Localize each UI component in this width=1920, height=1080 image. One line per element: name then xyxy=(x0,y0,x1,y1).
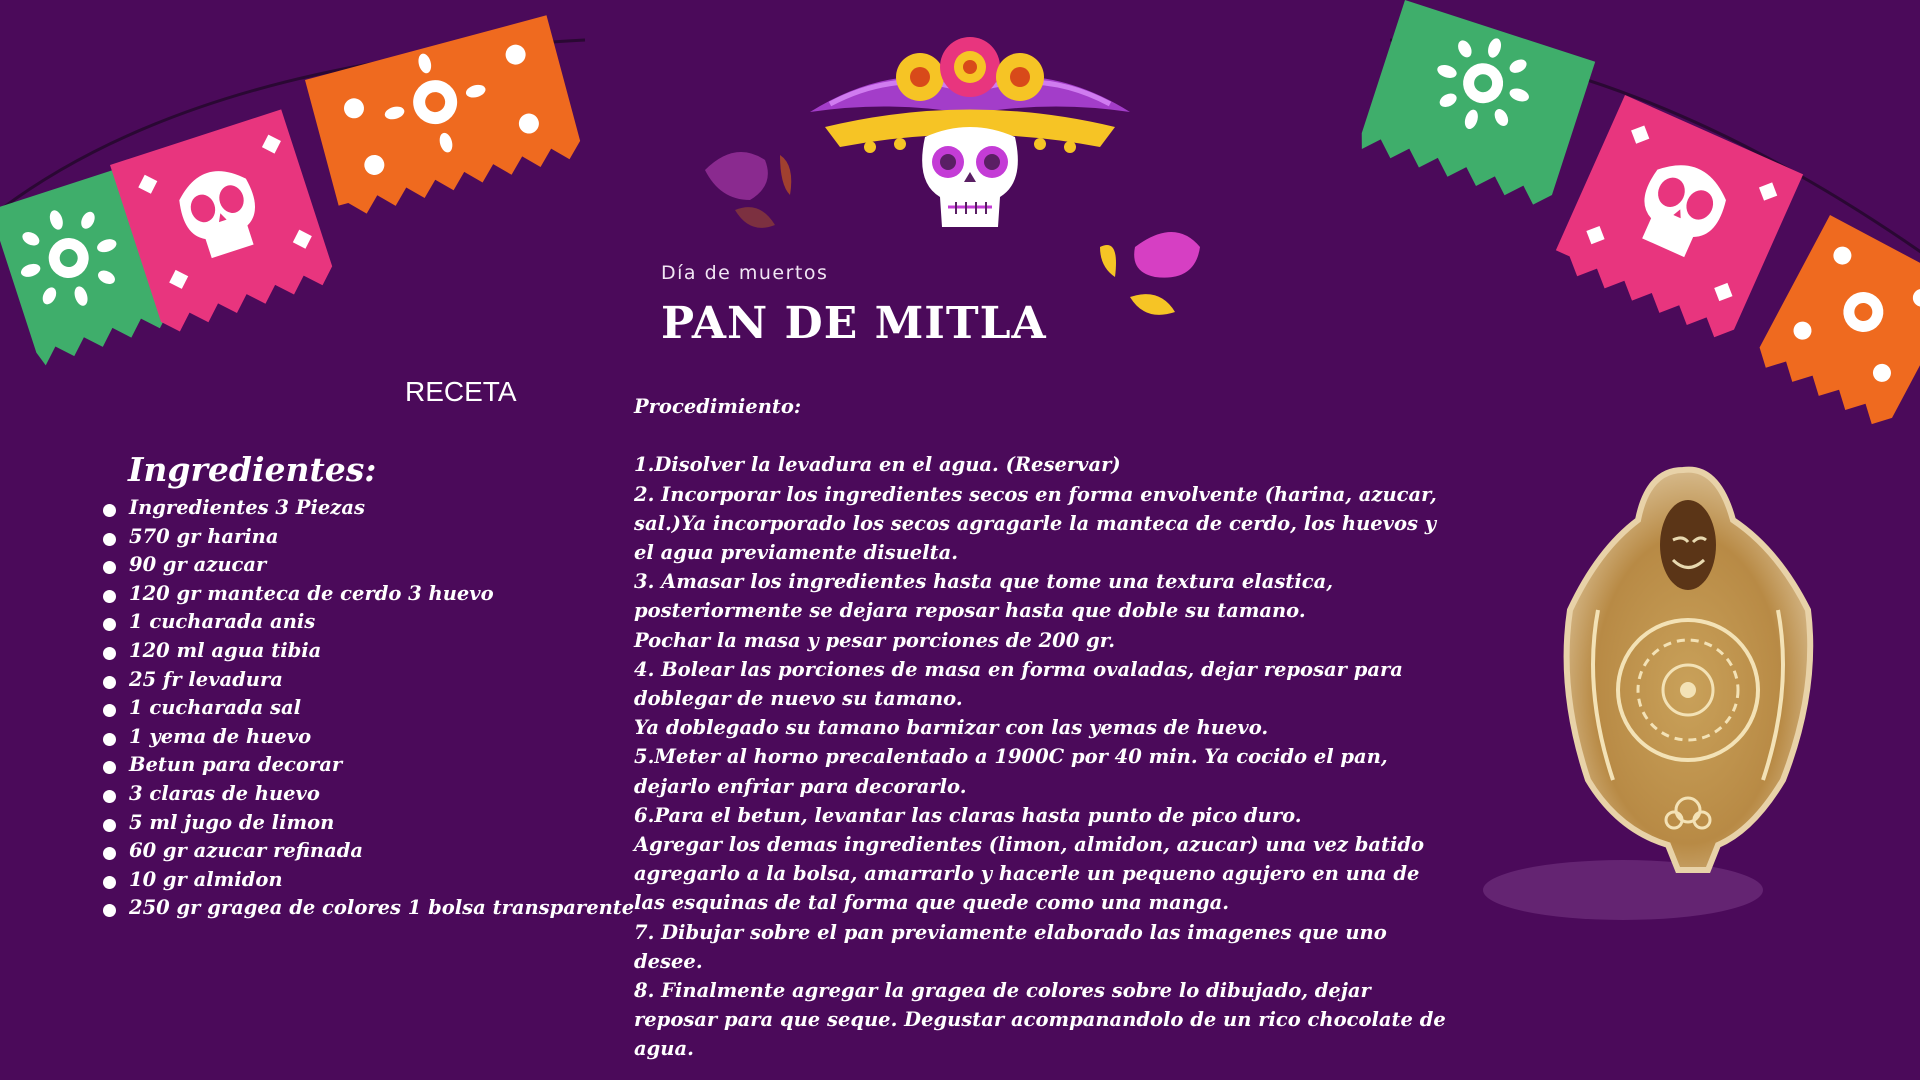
section-label: RECETA xyxy=(405,376,517,407)
catrina-skull-icon xyxy=(800,22,1140,242)
list-item: 120 ml agua tibia xyxy=(102,637,634,666)
procedure-step: 8. Finalmente agregar la gragea de colores sobre lo dibujado, dejar reposar para que seque. Degustar acompanandolo de un rico chocolate de agua. xyxy=(634,979,1446,1061)
list-item: 10 gr almidon xyxy=(102,866,634,895)
procedure-step: Pochar la masa y pesar porciones de 200 gr. xyxy=(634,628,1116,652)
pan-de-mitla-bread-image xyxy=(1478,460,1818,940)
list-item: 3 claras de huevo xyxy=(102,780,634,809)
list-item: 1 cucharada anis xyxy=(102,608,634,637)
list-item: 90 gr azucar xyxy=(102,551,634,580)
procedure-step: 5.Meter al horno precalentado a 1900C por 40 min. Ya cocido el pan, dejarlo enfriar para decorarlo. xyxy=(634,745,1388,798)
papel-picado-left-icon xyxy=(0,0,600,420)
list-item: 60 gr azucar refinada xyxy=(102,837,634,866)
procedure-step: Agregar los demas ingredientes (limon, almidon, azucar) una vez batido agregarlo a la bolsa, amarrarlo y hacerle un pequeno agujero en una de las esquinas de tal forma que quede como una manga. xyxy=(634,833,1425,915)
procedure-step: 2. Incorporar los ingredientes secos en forma envolvente (harina, azucar, sal.)Ya incorporado los secos agragarle la manteca de cerdo, los huevos y el agua previamente disuelta. xyxy=(634,482,1437,564)
procedure-step: Ya doblegado su tamano barnizar con las yemas de huevo. xyxy=(634,716,1269,740)
procedure-step: 1.Disolver la levadura en el agua. (Reservar) xyxy=(634,453,1121,477)
procedure-step: 7. Dibujar sobre el pan previamente elaborado las imagenes que uno desee. xyxy=(634,920,1387,973)
subtitle: Día de muertos xyxy=(661,262,829,284)
procedure-step: 4. Bolear las porciones de masa en forma ovaladas, dejar reposar para doblegar de nuevo su tamano. xyxy=(634,657,1403,711)
list-item: 120 gr manteca de cerdo 3 huevo xyxy=(102,580,634,609)
ingredients-list xyxy=(102,494,634,923)
list-item: 250 gr gragea de colores 1 bolsa transparente xyxy=(102,894,634,923)
procedure-block xyxy=(634,392,1449,1064)
procedure-step: 6.Para el betun, levantar las claras hasta punto de pico duro. xyxy=(634,803,1302,827)
list-item: Betun para decorar xyxy=(102,751,634,780)
list-item: 1 cucharada sal xyxy=(102,694,634,723)
list-item: 1 yema de huevo xyxy=(102,723,634,752)
list-item: Ingredientes 3 Piezas xyxy=(102,494,634,523)
list-item: 25 fr levadura xyxy=(102,666,634,695)
list-item: 5 ml jugo de limon xyxy=(102,809,634,838)
page-title: PAN DE MITLA xyxy=(661,298,1047,349)
procedure-step: 3. Amasar los ingredientes hasta que tome una textura elastica, posteriormente se dejara reposar hasta que doble su tamano. xyxy=(634,570,1334,623)
procedure-heading: Procedimiento: xyxy=(634,395,802,418)
list-item: 570 gr harina xyxy=(102,523,634,552)
ingredients-heading: Ingredientes: xyxy=(128,450,377,489)
paint-splash-left-icon xyxy=(695,140,815,240)
spacer xyxy=(634,421,1449,450)
papel-picado-right-icon xyxy=(1360,0,1920,460)
paint-splash-right-icon xyxy=(1095,222,1215,332)
